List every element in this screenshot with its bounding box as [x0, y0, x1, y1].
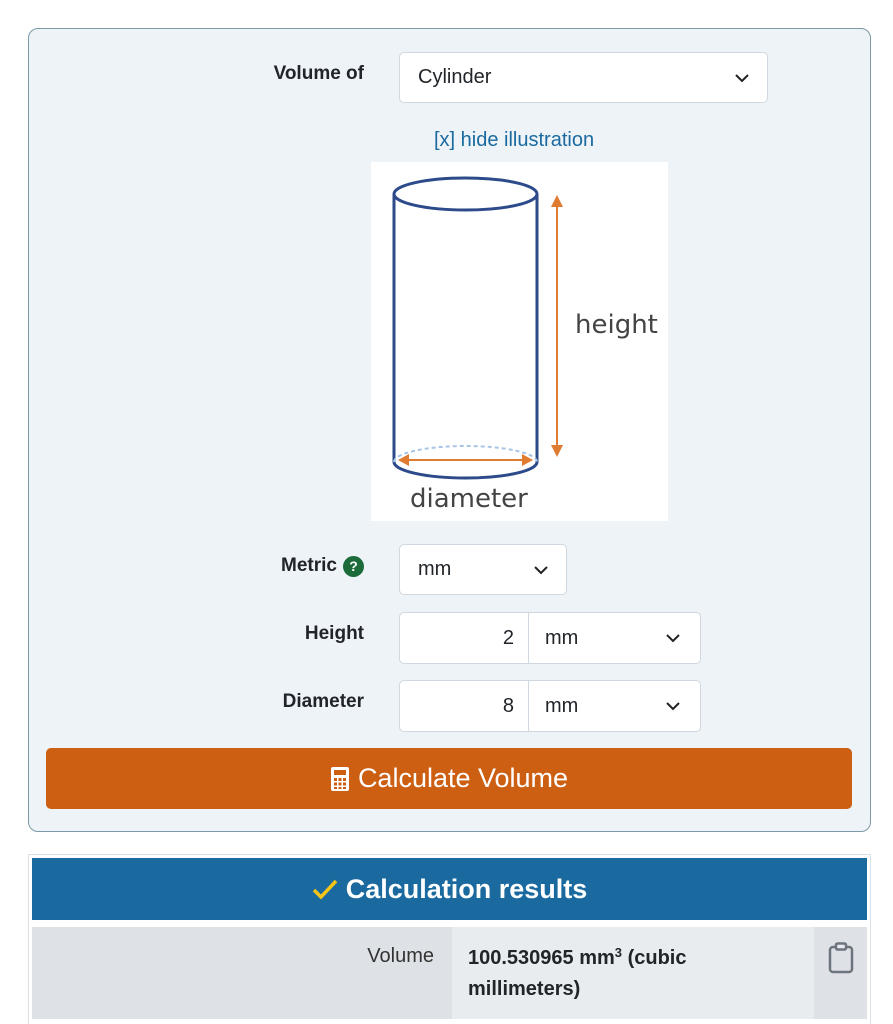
- calculator-icon: [330, 766, 350, 792]
- height-label: [305, 623, 364, 645]
- metric-label-text: Metric: [281, 555, 337, 576]
- cylinder-diagram: [371, 162, 668, 521]
- height-dimension-label: height: [575, 310, 658, 340]
- shape-select-value: Cylinder: [418, 66, 492, 88]
- diameter-dimension-label: diameter: [410, 484, 528, 514]
- diameter-input[interactable]: 8: [400, 681, 529, 731]
- clipboard-copy-icon[interactable]: [828, 942, 854, 974]
- metric-label: [281, 555, 364, 577]
- chevron-down-icon: [666, 631, 680, 645]
- metric-select-value: mm: [418, 558, 452, 580]
- volume-exponent: 3: [614, 945, 623, 960]
- height-unit-select[interactable]: [529, 613, 700, 663]
- height-label-text: Height: [304, 623, 364, 644]
- volume-of-label: [274, 63, 364, 85]
- diameter-unit-select[interactable]: [529, 681, 700, 731]
- calculate-button-label: Calculate Volume: [357, 763, 569, 793]
- result-row-volume: [32, 927, 867, 1019]
- cylinder-illustration: [371, 162, 668, 521]
- height-input[interactable]: 2: [400, 613, 529, 663]
- diameter-input-group: [399, 680, 701, 732]
- shape-select[interactable]: [399, 52, 768, 103]
- chevron-down-icon: [534, 563, 548, 577]
- hide-illustration-link[interactable]: [x] hide illustration: [434, 129, 595, 151]
- metric-select[interactable]: [399, 544, 567, 595]
- volume-number: 100.530965 mm: [468, 947, 615, 969]
- help-icon[interactable]: ?: [343, 556, 364, 577]
- results-header-title: Calculation results: [345, 873, 588, 904]
- diameter-label-text: Diameter: [282, 691, 364, 712]
- volume-result-label: Volume: [367, 945, 434, 967]
- height-input-group: [399, 612, 701, 664]
- diameter-unit-value: mm: [545, 694, 579, 717]
- calculate-volume-button[interactable]: [46, 748, 852, 809]
- diameter-label: [283, 691, 364, 713]
- volume-form-card: [28, 28, 871, 832]
- height-unit-value: mm: [545, 626, 579, 649]
- volume-of-label-text: Volume of: [273, 63, 364, 84]
- volume-unit-text: (cubic millimeters): [468, 947, 687, 1000]
- volume-result-value: [452, 927, 814, 1019]
- chevron-down-icon: [735, 71, 749, 85]
- results-header: [32, 858, 867, 920]
- chevron-down-icon: [666, 699, 680, 713]
- calculation-results-panel: [28, 854, 871, 1024]
- checkmark-icon: [312, 878, 338, 900]
